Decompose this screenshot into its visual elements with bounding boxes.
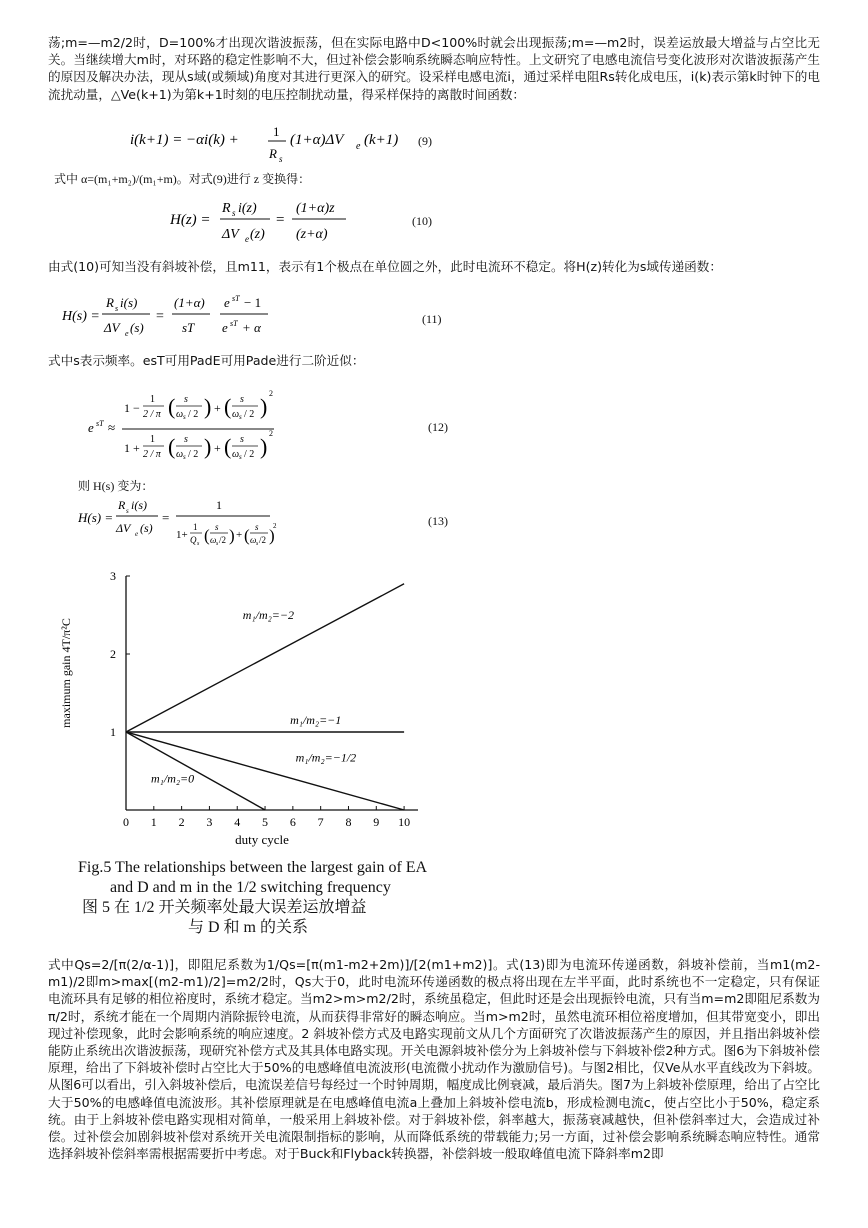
svg-text:i(s): i(s) [131,498,147,512]
svg-text:1: 1 [216,498,222,512]
svg-text:ΔV: ΔV [116,521,131,535]
svg-text:(1+α)z: (1+α)z [296,201,335,216]
svg-text:ω: ω [232,449,240,460]
paragraph-analysis: 式中Qs=2/[π(2/α-1)]，即阻尼系数为1/Qs=[π(m1-m2+2m)]/[2(m1+m2)]。式(13)即为电流环传递函数，斜坡补偿前，当m1(m2-m1)/2即m>max[(m2-m1)/2]=m2/2时，Qs大于0，此时电流环传递函数的极点将出现在左半平面，此时系统也不一定稳定，只有保证电流环具有足够的相位裕度时，系统才稳定。当m2>m>m2/2时，系统虽稳定，但此时还是会出现振铃电流，只有当m=m2即阻尼系数为π/2时，系统才能在一个周期内消除振铃电流，从而获得非常好的瞬态响应。当m>m2时，虽然电流环相位裕度增加，但其带宽变小，即出现过补偿现象，此时会影响系统的响应速度。2 斜坡补偿方式及电路实现前文从几个方面研究了次谐波振荡产生的原因，并且指出斜坡补偿能防止系统出次谐波振荡，现研究补偿方式及其具体电路实现。开关电源斜坡补偿分为上斜坡补偿与下斜坡补偿2种方式。图6为下斜坡补偿原理，给出了下斜坡补偿时占空比大于50%的电感峰值电流波形(电流微小扰动作为激励信号)。与图2相比，仅Ve从水平直线改为下斜坡。从图6可以看出，引入斜坡补偿后，电流误差信号每经过一个时钟周期，幅度成比例衰减，最后消失。图7为上斜坡补偿原理，给出了占空比大于50%的电感峰值电流波形。其补偿原理就是在电感峰值电流a上叠加上斜坡补偿电流b，形成检测电流c，使占空比小于50%，稳定系统。由于上斜坡补偿电路实现相对简单，一般采用上斜坡补偿。对于斜坡补偿，斜率越大，振荡衰减越快，但补偿斜率过大，会造成过补偿。过补偿会加剧斜坡补偿对系统开关电流限制指标的影响，从而降低系统的带载能力;另一方面，过补偿会影响系统瞬态响应特性。通常选择斜坡补偿斜率需根据需要折中考虑。对于Buck和Flyback转换器，补偿斜坡一般取峰值电流下降斜率m2即 [48,957,820,1162]
svg-text:R: R [106,295,114,310]
series-label-2: m₁/m₂=−1 [290,713,342,728]
svg-text:+: + [214,441,221,455]
svg-text:): ) [260,434,268,459]
svg-text:i(k+1) = −αi(k) +: i(k+1) = −αi(k) + [130,132,239,148]
paragraph-intro: 荡;m=—m2/2时，D=100%才出现次谐波振荡，但在实际电路中D<100%时就会出现振荡;m=—m2时，误差运放最大增益与占空比无关。当继续增大m时，对环路的稳定性影响不大，但过补偿会影响系统瞬态响应特性。上文研究了电感电流信号变化波形对次谐波振荡产生的原因及解决办法，现从s域(或频域)角度对其进行更深入的研究。设采样电感电流i，通过采样电阻Rs转化成电压，i(k)表示第k时钟下的电流扰动量，△Ve(k+1)为第k+1时刻的电压控制扰动量，得采样保持的离散时间函数： [48,35,820,102]
svg-text:=: = [162,510,170,525]
y-tick-label-2: 3 [110,569,116,583]
equation-12-number: (12) [428,420,448,434]
svg-text:1: 1 [150,434,155,445]
svg-text:e: e [356,141,361,152]
svg-text:s: s [239,413,242,421]
svg-text:ΔV: ΔV [104,320,120,335]
x-tick-label-0: 0 [123,815,129,829]
equation-9-number: (9) [418,134,432,148]
svg-text:s: s [232,208,236,218]
equation-10-number: (10) [412,214,432,228]
series-line-1 [126,584,404,732]
svg-text:s: s [279,154,283,164]
svg-text:=: = [276,212,285,228]
series-label-4: m₁/m₂=0 [151,771,195,786]
series-label-3: m₁/m₂=−1/2 [295,750,357,765]
svg-text:H(s) =: H(s) = [62,309,100,324]
alpha-definition: 式中 α=(m₁+m₂)/(m₁+m)。对式(9)进行 z 变换得： [54,172,311,186]
svg-text:H(s) =: H(s) = [78,510,114,525]
svg-text:): ) [260,394,268,419]
x-tick-label-10: 10 [398,815,411,829]
svg-text:2 / π: 2 / π [143,409,161,420]
equation-13 [78,494,278,554]
svg-text:1: 1 [193,522,198,532]
paragraph-stability: 由式(10)可知当没有斜坡补偿，且m11，表示有1个极点在单位圆之外，此时电流环不稳定。将H(z)转化为s域传递函数： [48,259,722,274]
svg-text:1: 1 [273,124,280,139]
svg-text:): ) [229,526,235,545]
svg-text:Q: Q [190,535,197,545]
equation-13-number: (13) [428,514,448,528]
svg-text:): ) [269,526,275,545]
caption-en-line2: and D and m in the 1/2 switching frequency [110,879,391,896]
svg-text:): ) [204,394,212,419]
svg-text:2 / π: 2 / π [143,449,161,460]
svg-text:e: e [135,530,139,538]
svg-text:/2: /2 [219,535,227,545]
svg-text:+ α: + α [242,320,261,335]
svg-text:(1+α)ΔV: (1+α)ΔV [290,132,344,148]
y-axis-label: maximum gain 4T/π²C [59,618,73,728]
svg-text:ω: ω [232,409,240,420]
svg-text:(1+α): (1+α) [174,295,205,310]
h-becomes-note: 则 H(s) 变为： [78,479,154,493]
svg-text:s: s [183,453,186,461]
svg-text:ω: ω [210,535,217,545]
svg-text:2: 2 [269,389,273,398]
svg-text:≈: ≈ [108,420,116,435]
svg-text:ω: ω [250,535,257,545]
svg-text:R: R [269,146,277,161]
x-tick-label-5: 5 [262,815,269,829]
paragraph-pade: 式中s表示频率。esT可用PadE可用Pade进行二阶近似： [48,353,365,368]
svg-text:− 1: − 1 [244,295,262,310]
svg-text:2: 2 [269,429,273,438]
svg-text:e: e [222,320,228,335]
svg-text:e: e [88,420,94,435]
svg-text:(s): (s) [140,521,153,535]
caption-en-line1: Fig.5 The relationships between the largest gain of EA [78,859,428,876]
svg-text:2: 2 [273,522,277,530]
svg-text:R: R [118,498,126,512]
x-tick-label-7: 7 [317,815,324,829]
svg-text:ω: ω [176,409,184,420]
svg-text:(k+1): (k+1) [364,132,399,148]
svg-text:/ 2: / 2 [244,409,255,420]
x-tick-label-9: 9 [373,815,380,829]
x-tick-label-4: 4 [234,815,241,829]
svg-text:H(z) =: H(z) = [170,212,211,228]
svg-text:s: s [239,453,242,461]
series-line-4 [126,732,265,810]
svg-text:(: ( [224,394,232,419]
x-tick-label-1: 1 [150,815,157,829]
svg-text:s: s [115,304,119,313]
svg-text:1: 1 [150,394,155,405]
svg-text:/2: /2 [259,535,267,545]
svg-text:s: s [255,522,259,532]
svg-text:1 −: 1 − [124,401,140,415]
svg-text:s: s [240,394,244,405]
svg-text:s: s [126,507,129,515]
figure-5-caption [78,858,498,938]
svg-text:1 +: 1 + [124,441,140,455]
x-tick-label-6: 6 [289,815,296,829]
svg-text:/ 2: / 2 [244,449,255,460]
equation-12 [88,384,278,476]
svg-text:/ 2: / 2 [188,409,199,420]
svg-text:(z): (z) [250,227,265,242]
svg-text:(: ( [168,434,176,459]
svg-text:+: + [214,401,221,415]
svg-text:(: ( [244,526,250,545]
series-label-1: m₁/m₂=−2 [242,607,295,622]
figure-5-chart [56,568,436,858]
svg-text:s: s [184,394,188,405]
svg-text:sT: sT [230,319,238,328]
svg-text:sT: sT [96,419,104,428]
equation-10 [170,196,410,246]
caption-zh-line2: 与 D 和 m 的关系 [188,919,309,936]
caption-zh-line1: 图 5 在 1/2 开关频率处最大误差运放增益 [82,899,367,916]
equation-11-number: (11) [422,312,442,326]
y-tick-label-0: 1 [110,725,116,739]
svg-text:ΔV: ΔV [222,227,239,242]
svg-text:s: s [256,541,259,547]
x-axis-label: duty cycle [235,832,289,847]
svg-text:e: e [245,234,249,244]
svg-text:ω: ω [176,449,184,460]
svg-text:s: s [215,522,219,532]
svg-text:e: e [224,295,230,310]
svg-text:i(z): i(z) [238,201,257,216]
svg-text:sT: sT [182,320,195,335]
svg-text:s: s [216,541,219,547]
svg-text:(: ( [204,526,210,545]
svg-text:s: s [183,413,186,421]
y-tick-label-1: 2 [110,647,116,661]
svg-text:1+: 1+ [176,529,188,541]
svg-text:i(s): i(s) [120,295,138,310]
x-tick-label-8: 8 [345,815,352,829]
svg-text:=: = [156,309,164,324]
svg-text:+: + [236,529,243,541]
svg-text:(s): (s) [130,320,144,335]
x-tick-label-3: 3 [206,815,213,829]
svg-text:sT: sT [232,294,240,303]
svg-text:s: s [240,434,244,445]
svg-text:): ) [204,434,212,459]
svg-text:(z+α): (z+α) [296,227,328,242]
x-tick-label-2: 2 [178,815,185,829]
svg-text:(: ( [168,394,176,419]
svg-text:R: R [222,201,231,216]
svg-text:s: s [184,434,188,445]
svg-text:(: ( [224,434,232,459]
svg-text:/ 2: / 2 [188,449,199,460]
equation-11 [62,290,322,342]
svg-text:s: s [197,541,200,547]
svg-text:e: e [125,329,129,338]
